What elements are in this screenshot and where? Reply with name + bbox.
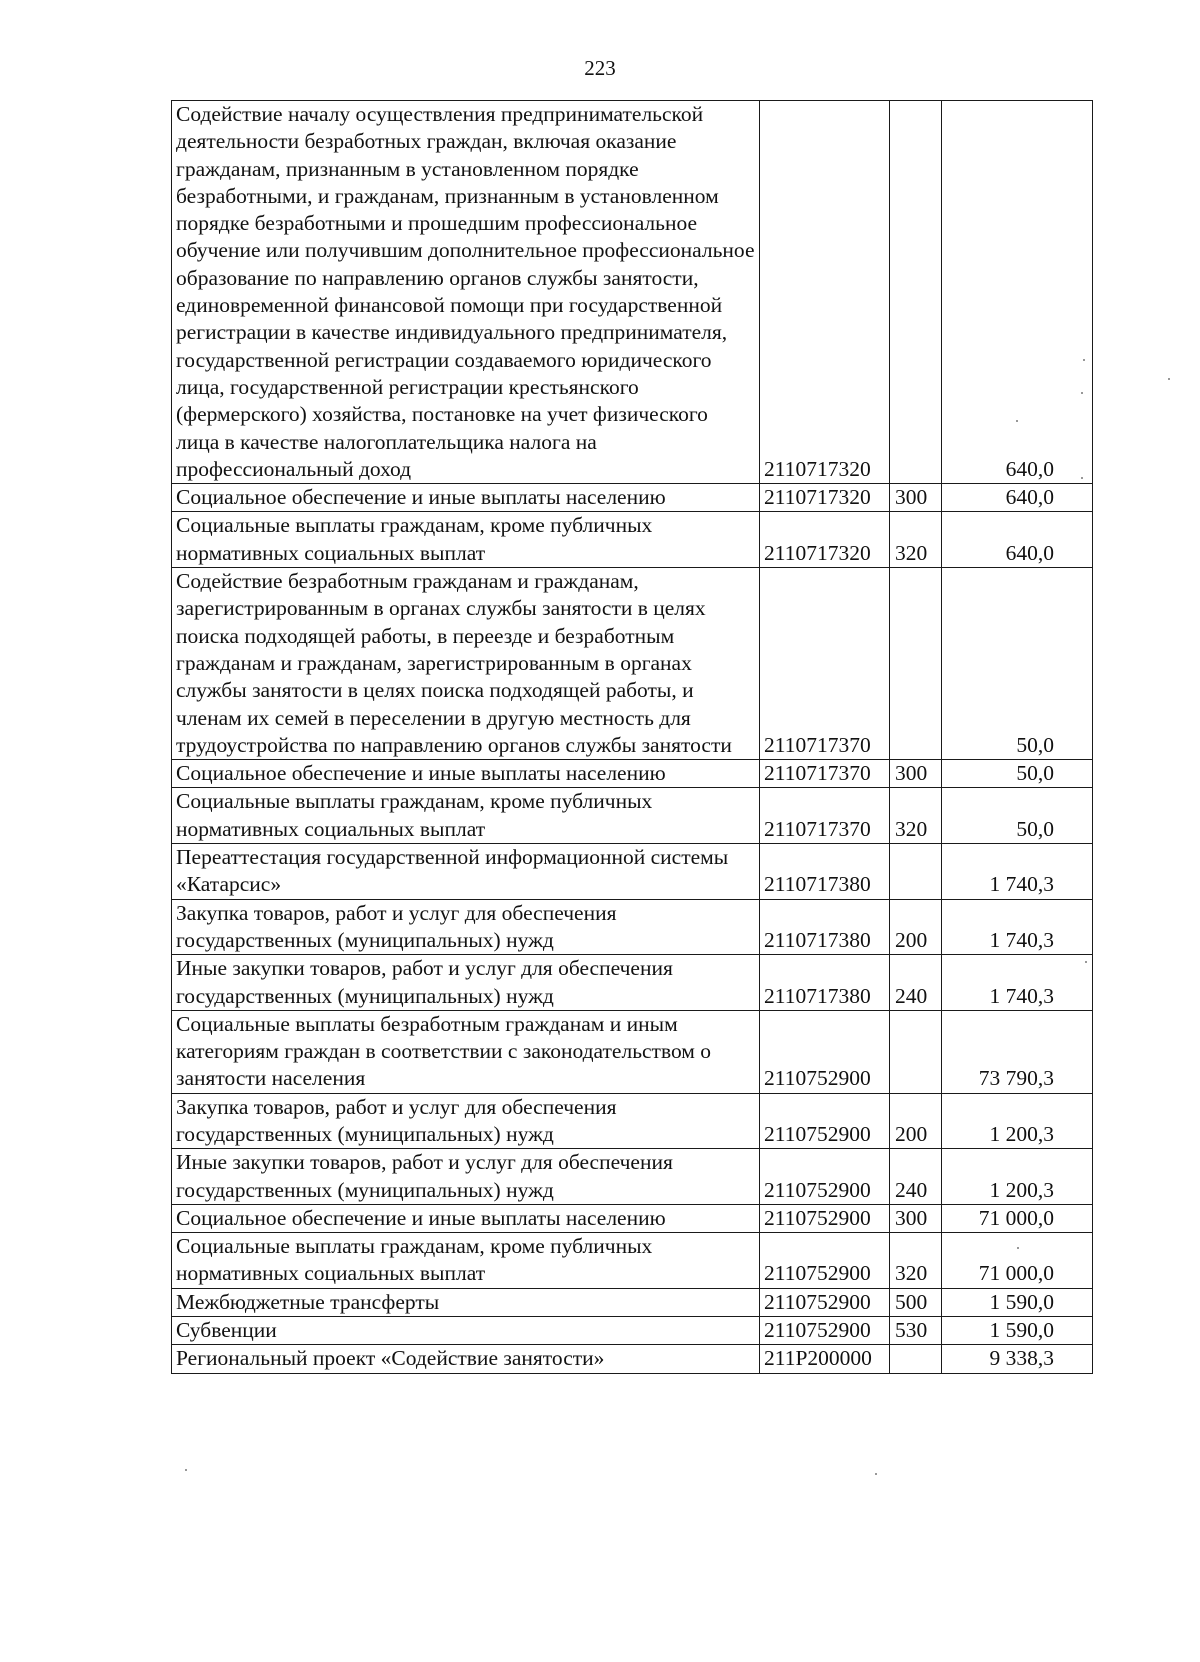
cell-item-name: Закупка товаров, работ и услуг для обеспечения государственных (муниципальных) нужд: [172, 1093, 760, 1149]
cell-target-code: 211P200000: [760, 1345, 890, 1373]
table-row: [172, 512, 1093, 568]
table-row: [172, 1010, 1093, 1093]
scan-speck: [1085, 961, 1087, 963]
cell-amount: 50,0: [942, 760, 1093, 788]
cell-item-name: Социальные выплаты гражданам, кроме публичных нормативных социальных выплат: [172, 512, 760, 568]
cell-item-name: Межбюджетные трансферты: [172, 1288, 760, 1316]
cell-amount: 9 338,3: [942, 1345, 1093, 1373]
table-row: [172, 955, 1093, 1011]
cell-expense-type: [890, 101, 942, 484]
scan-speck: [185, 1469, 187, 1471]
cell-expense-type: [890, 844, 942, 900]
cell-target-code: 2110752900: [760, 1317, 890, 1345]
scan-speck: [1017, 1247, 1019, 1249]
cell-amount: 71 000,0: [942, 1204, 1093, 1232]
cell-target-code: 2110717320: [760, 512, 890, 568]
cell-amount: 50,0: [942, 568, 1093, 760]
cell-expense-type: 300: [890, 1204, 942, 1232]
cell-item-name: Субвенции: [172, 1317, 760, 1345]
scan-speck: [1168, 378, 1170, 380]
cell-amount: 1 590,0: [942, 1288, 1093, 1316]
cell-amount: 1 200,3: [942, 1093, 1093, 1149]
table-row: [172, 844, 1093, 900]
cell-expense-type: 320: [890, 512, 942, 568]
cell-target-code: 2110717380: [760, 899, 890, 955]
scan-speck: [1083, 359, 1085, 361]
cell-expense-type: 320: [890, 788, 942, 844]
table-row: [172, 568, 1093, 760]
cell-amount: 1 200,3: [942, 1149, 1093, 1205]
cell-target-code: 2110717320: [760, 101, 890, 484]
budget-table-body: [172, 101, 1093, 1374]
table-row: [172, 1204, 1093, 1232]
cell-amount: 1 740,3: [942, 955, 1093, 1011]
page-number: 223: [584, 56, 616, 80]
cell-item-name: Социальное обеспечение и иные выплаты населению: [172, 484, 760, 512]
cell-target-code: 2110717380: [760, 844, 890, 900]
cell-expense-type: [890, 568, 942, 760]
cell-expense-type: 320: [890, 1233, 942, 1289]
cell-target-code: 2110717370: [760, 760, 890, 788]
cell-amount: 1 740,3: [942, 844, 1093, 900]
table-row: [172, 1233, 1093, 1289]
table-row: [172, 899, 1093, 955]
cell-item-name: Иные закупки товаров, работ и услуг для обеспечения государственных (муниципальных) нужд: [172, 1149, 760, 1205]
cell-amount: 50,0: [942, 788, 1093, 844]
cell-expense-type: [890, 1345, 942, 1373]
scan-speck: [1081, 477, 1083, 479]
cell-item-name: Социальные выплаты гражданам, кроме публичных нормативных социальных выплат: [172, 788, 760, 844]
cell-target-code: 2110752900: [760, 1233, 890, 1289]
cell-item-name: Переаттестация государственной информационной системы «Катарсис»: [172, 844, 760, 900]
cell-item-name: Региональный проект «Содействие занятости»: [172, 1345, 760, 1373]
cell-item-name: Содействие началу осуществления предпринимательской деятельности безработных граждан, включая оказание гражданам, признанным в установленном порядке безработными, и гражданам, признанным в установленном порядке безработными и прошедшим профессиональное обучение или получившим дополнительное профессиональное образование по направлению органов службы занятости, единовременной финансовой помощи при государственной регистрации в качестве индивидуального предпринимателя, государственной регистрации создаваемого юридического лица, государственной регистрации крестьянского (фермерского) хозяйства, постановке на учет физического лица в качестве налогоплательщика налога на профессиональный доход: [172, 101, 760, 484]
cell-item-name: Закупка товаров, работ и услуг для обеспечения государственных (муниципальных) нужд: [172, 899, 760, 955]
cell-target-code: 2110752900: [760, 1204, 890, 1232]
cell-expense-type: 240: [890, 955, 942, 1011]
cell-target-code: 2110752900: [760, 1010, 890, 1093]
cell-expense-type: 200: [890, 899, 942, 955]
cell-item-name: Социальное обеспечение и иные выплаты населению: [172, 1204, 760, 1232]
cell-target-code: 2110717370: [760, 568, 890, 760]
cell-item-name: Социальные выплаты гражданам, кроме публичных нормативных социальных выплат: [172, 1233, 760, 1289]
table-row: [172, 1345, 1093, 1373]
cell-expense-type: [890, 1010, 942, 1093]
cell-expense-type: 300: [890, 484, 942, 512]
cell-target-code: 2110752900: [760, 1149, 890, 1205]
table-row: [172, 1149, 1093, 1205]
table-row: [172, 1317, 1093, 1345]
budget-table: [171, 100, 1093, 1374]
table-row: [172, 101, 1093, 484]
table-row: [172, 788, 1093, 844]
cell-expense-type: 240: [890, 1149, 942, 1205]
table-row: [172, 1093, 1093, 1149]
cell-amount: 1 590,0: [942, 1317, 1093, 1345]
cell-item-name: Содействие безработным гражданам и гражданам, зарегистрированным в органах службы занятости в целях поиска подходящей работы, в переезде и безработным гражданам и гражданам, зарегистрированным в органах службы занятости в целях поиска подходящей работы, и членам их семей в переселении в другую местность для трудоустройства по направлению органов службы занятости: [172, 568, 760, 760]
cell-item-name: Социальные выплаты безработным гражданам и иным категориям граждан в соответствии с законодательством о занятости населения: [172, 1010, 760, 1093]
scan-speck: [1016, 420, 1018, 422]
scan-speck: [875, 1473, 877, 1475]
cell-expense-type: 300: [890, 760, 942, 788]
cell-target-code: 2110717370: [760, 788, 890, 844]
cell-target-code: 2110717380: [760, 955, 890, 1011]
cell-expense-type: 200: [890, 1093, 942, 1149]
cell-amount: 640,0: [942, 512, 1093, 568]
scan-speck: [1081, 392, 1083, 394]
cell-amount: 73 790,3: [942, 1010, 1093, 1093]
cell-amount: 640,0: [942, 484, 1093, 512]
cell-amount: 1 740,3: [942, 899, 1093, 955]
cell-expense-type: 500: [890, 1288, 942, 1316]
cell-item-name: Социальное обеспечение и иные выплаты населению: [172, 760, 760, 788]
cell-item-name: Иные закупки товаров, работ и услуг для обеспечения государственных (муниципальных) нужд: [172, 955, 760, 1011]
cell-target-code: 2110752900: [760, 1093, 890, 1149]
table-row: [172, 760, 1093, 788]
cell-target-code: 2110752900: [760, 1288, 890, 1316]
cell-expense-type: 530: [890, 1317, 942, 1345]
table-row: [172, 484, 1093, 512]
cell-target-code: 2110717320: [760, 484, 890, 512]
cell-amount: 71 000,0: [942, 1233, 1093, 1289]
cell-amount: 640,0: [942, 101, 1093, 484]
table-row: [172, 1288, 1093, 1316]
